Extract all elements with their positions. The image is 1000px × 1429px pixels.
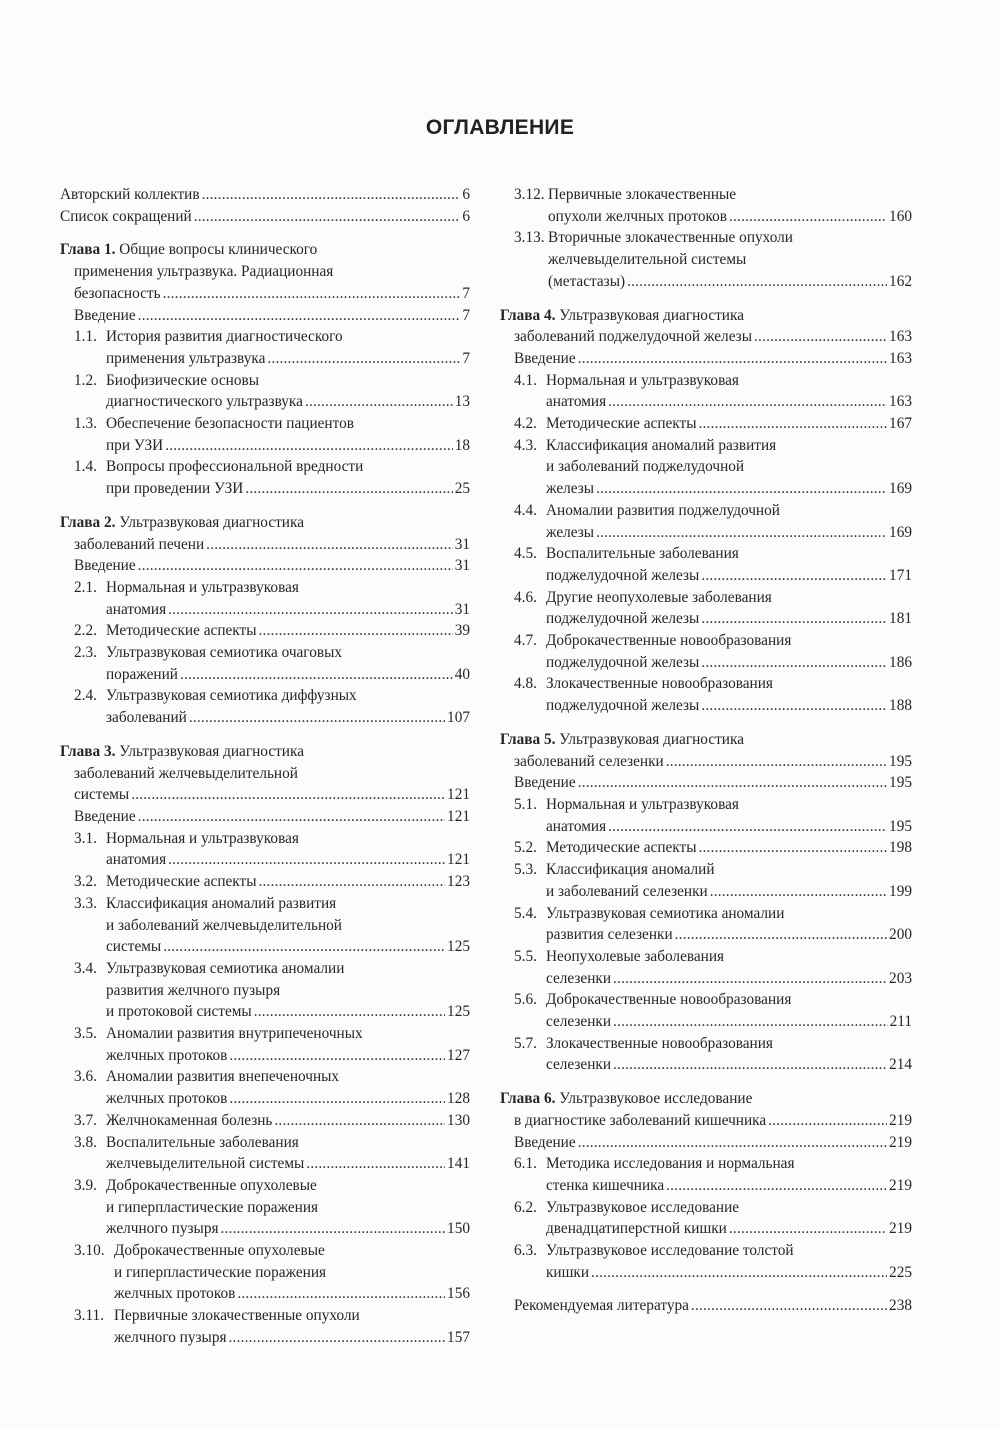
page-number: 156 [447,1285,470,1303]
section-number: 5.2. [514,839,537,857]
section-number: 4.2. [514,415,537,433]
toc-chapter-3[interactable]: Глава 3. Ультразвуковая диагностика заболеваний желчевыделительной системы ..... 121 [60,741,470,806]
section-number: 2.1. [74,578,97,596]
page-number: 195 [889,774,912,792]
page-number: 163 [889,393,912,411]
section-number: 2.2. [74,622,97,640]
toc-section[interactable]: 4.3. Классификация аномалий развития и заболеваний поджелудочной железы ..... 169 [500,435,912,500]
page-number: 123 [447,873,470,891]
page-title: ОГЛАВЛЕНИЕ [425,116,575,139]
section-number: 3.10. [74,1242,105,1260]
section-number: 3.4. [74,959,97,977]
toc-section[interactable]: 3.10. Доброкачественные опухолевые и гиперпластические поражения желчных протоков ..... 156 [60,1240,470,1305]
chapter-label: Глава 4. [500,306,556,324]
toc-chapter-6[interactable]: Глава 6. Ультразвуковое исследование в диагностике заболеваний кишечника ..... 219 [500,1088,912,1131]
section-number: 5.3. [514,861,537,879]
toc-left-column [60,184,470,1349]
toc-entry-introduction[interactable]: Введение ..... 7 [60,305,470,327]
toc-entry-literature[interactable]: Рекомендуемая литература ..... 238 [500,1295,912,1317]
section-number: 1.4. [74,458,97,476]
section-number: 4.6. [514,588,537,606]
toc-section[interactable]: 6.3. Ультразвуковое исследование толстой кишки ..... 225 [500,1240,912,1283]
page-number: 6 [462,186,470,203]
page-number: 225 [889,1263,912,1281]
page-number: 130 [447,1111,470,1129]
page-number: 169 [889,523,912,541]
toc-chapter-4[interactable]: Глава 4. Ультразвуковая диагностика заболеваний поджелудочной железы ..... 163 [500,305,912,348]
page-number: 31 [454,557,470,575]
section-number: 2.4. [74,687,97,705]
toc-section[interactable]: 3.11. Первичные злокачественные опухоли желчного пузыря ..... 157 [60,1305,470,1348]
toc-section[interactable]: 1.1. История развития диагностического применения ультразвука ..... 7 [60,326,470,369]
section-number: 1.3. [74,415,97,433]
toc-section[interactable]: 5.1. Нормальная и ультразвуковая анатомия ..... 195 [500,794,912,837]
toc-section[interactable]: 3.5. Аномалии развития внутрипеченочных желчных протоков ..... 127 [60,1023,470,1066]
toc-section[interactable]: 3.8. Воспалительные заболевания желчевыделительной системы ..... 141 [60,1132,470,1175]
section-number: 4.3. [514,436,537,454]
toc-entry-introduction[interactable]: Введение ..... 163 [500,348,912,370]
toc-section[interactable]: 2.3. Ультразвуковая семиотика очаговых поражений ..... 40 [60,642,470,685]
page-number: 31 [454,600,470,618]
page-number: 163 [889,349,912,367]
toc-section[interactable]: 3.7. Желчнокаменная болезнь ..... 130 [60,1110,470,1132]
toc-entry-introduction[interactable]: Введение ..... 219 [500,1132,912,1154]
page-number: 167 [889,415,912,433]
page-number: 121 [447,786,470,804]
page-number: 18 [454,436,470,454]
toc-chapter-5[interactable]: Глава 5. Ультразвуковая диагностика заболеваний селезенки ..... 195 [500,729,912,772]
toc-section[interactable]: 5.3. Классификация аномалий и заболеваний селезенки ..... 199 [500,859,912,902]
chapter-label: Глава 6. [500,1090,556,1108]
section-number: 2.3. [74,644,97,662]
page-number: 141 [447,1155,470,1173]
toc-section[interactable]: 2.2. Методические аспекты ..... 39 [60,620,470,642]
section-number: 3.3. [74,894,97,912]
toc-entry-introduction[interactable]: Введение ..... 31 [60,555,470,577]
section-number: 6.1. [514,1155,537,1173]
section-number: 6.3. [514,1242,537,1260]
page-number: 127 [447,1046,470,1064]
section-number: 3.6. [74,1068,97,1086]
section-number: 4.1. [514,371,537,389]
page-number: 125 [447,1003,470,1021]
toc-section[interactable]: 6.1. Методика исследования и нормальная стенка кишечника ..... 219 [500,1153,912,1196]
toc-section[interactable]: 5.7. Злокачественные новообразования селезенки ..... 214 [500,1033,912,1076]
page-number: 171 [889,566,912,584]
page-number: 186 [889,653,912,671]
page-number: 13 [454,393,470,411]
toc-section[interactable]: 4.4. Аномалии развития поджелудочной железы ..... 169 [500,500,912,543]
page-number: 219 [889,1176,912,1194]
chapter-label: Глава 3. [60,742,116,760]
toc-section[interactable]: 3.6. Аномалии развития внепеченочных желчных протоков ..... 128 [60,1066,470,1109]
toc-section[interactable]: 5.6. Доброкачественные новообразования селезенки ..... 211 [500,989,912,1032]
toc-section[interactable]: 3.12. Первичные злокачественные опухоли желчных протоков ..... 160 [500,184,912,227]
toc-right-column [500,184,912,1317]
page-number: 181 [889,610,912,628]
page-number: 219 [889,1111,912,1129]
toc-section[interactable]: 3.3. Классификация аномалий развития и заболеваний желчевыделительной системы ..... 125 [60,893,470,958]
section-number: 3.7. [74,1111,97,1129]
toc-chapter-2[interactable]: Глава 2. Ультразвуковая диагностика заболеваний печени ..... 31 [60,512,470,555]
section-number: 4.8. [514,675,537,693]
section-number: 5.6. [514,991,537,1009]
section-number: 1.1. [74,328,97,346]
page-number: 211 [889,1013,912,1031]
page-number: 200 [889,926,912,944]
page-number: 7 [462,306,470,324]
page-number: 31 [454,535,470,553]
toc-entry[interactable]: Авторский коллектив ..... 6 [60,184,470,206]
toc-section[interactable]: 2.1. Нормальная и ультразвуковая анатомия ..... 31 [60,577,470,620]
page-number: 199 [889,882,912,900]
section-number: 3.11. [74,1307,105,1325]
toc-section[interactable]: 3.2. Методические аспекты ..... 123 [60,871,470,893]
toc-section[interactable]: 3.9. Доброкачественные опухолевые и гиперпластические поражения желчного пузыря ..... 150 [60,1175,470,1240]
page-number: 203 [889,969,912,987]
toc-section[interactable]: 1.4. Вопросы профессиональной вредности при проведении УЗИ ..... 25 [60,456,470,499]
page-number: 160 [889,207,912,225]
section-number: 5.5. [514,947,537,965]
chapter-label: Глава 2. [60,513,116,531]
section-number: 3.5. [74,1025,97,1043]
section-number: 5.1. [514,795,537,813]
page-number: 40 [454,665,470,683]
page-number: 121 [447,807,470,825]
toc-section[interactable]: 4.6. Другие неопухолевые заболевания поджелудочной железы ..... 181 [500,587,912,630]
toc-section[interactable]: 4.2. Методические аспекты ..... 167 [500,413,912,435]
page-number: 198 [889,839,912,857]
section-number: 5.4. [514,904,537,922]
section-number: 5.7. [514,1034,537,1052]
section-number: 3.2. [74,873,97,891]
page-number: 219 [889,1220,912,1238]
page-number: 7 [462,349,470,367]
toc-section[interactable]: 4.1. Нормальная и ультразвуковая анатомия ..... 163 [500,370,912,413]
page-number: 163 [889,328,912,346]
page-number: 188 [889,697,912,715]
page-number: 121 [447,851,470,869]
section-number: 3.1. [74,829,97,847]
toc-section[interactable]: 5.2. Методические аспекты ..... 198 [500,837,912,859]
toc-section[interactable]: 5.4. Ультразвуковая семиотика аномалии развития селезенки ..... 200 [500,903,912,946]
page-number: 169 [889,480,912,498]
page-number: 162 [889,272,912,290]
section-number: 3.12. [514,186,545,203]
page-number: 7 [462,284,470,302]
toc-entry[interactable]: Список сокращений ..... 6 [60,206,470,228]
toc-section[interactable]: 6.2. Ультразвуковое исследование двенадцатиперстной кишки ..... 219 [500,1197,912,1240]
chapter-label: Глава 1. [60,241,116,259]
section-number: 6.2. [514,1198,537,1216]
page-number: 195 [889,817,912,835]
page-number: 195 [889,752,912,770]
toc-section[interactable]: 3.4. Ультразвуковая семиотика аномалии развития желчного пузыря и протоковой системы ..... 125 [60,958,470,1023]
toc-section[interactable]: 3.13. Вторичные злокачественные опухоли желчевыделительной системы (метастазы) ..... 162 [500,227,912,292]
page-number: 214 [889,1056,912,1074]
page-number: 238 [889,1297,912,1315]
section-number: 3.8. [74,1133,97,1151]
toc-section[interactable]: 1.2. Биофизические основы диагностического ультразвука ..... 13 [60,370,470,413]
page-number: 157 [447,1328,470,1346]
toc-entry-introduction[interactable]: Введение ..... 121 [60,806,470,828]
toc-section[interactable]: 4.8. Злокачественные новообразования поджелудочной железы ..... 188 [500,673,912,716]
section-number: 4.5. [514,545,537,563]
page-number: 219 [889,1133,912,1151]
toc-section[interactable]: 5.5. Неопухолевые заболевания селезенки ..... 203 [500,946,912,989]
page-number: 125 [447,938,470,956]
page-number: 107 [447,709,470,727]
section-number: 4.4. [514,501,537,519]
section-number: 4.7. [514,632,537,650]
toc-section[interactable]: 2.4. Ультразвуковая семиотика диффузных заболеваний ..... 107 [60,685,470,728]
toc-entry-introduction[interactable]: Введение ..... 195 [500,772,912,794]
page-number: 150 [447,1220,470,1238]
toc-section[interactable]: 4.7. Доброкачественные новообразования поджелудочной железы ..... 186 [500,630,912,673]
toc-section[interactable]: 3.1. Нормальная и ультразвуковая анатомия ..... 121 [60,828,470,871]
toc-section[interactable]: 1.3. Обеспечение безопасности пациентов при УЗИ ..... 18 [60,413,470,456]
section-number: 3.13. [514,229,545,247]
toc-section[interactable]: 4.5. Воспалительные заболевания поджелудочной железы ..... 171 [500,543,912,586]
section-number: 3.9. [74,1176,97,1194]
chapter-label: Глава 5. [500,730,556,748]
page-number: 6 [462,207,470,225]
page-number: 128 [447,1090,470,1108]
page-number: 39 [454,622,470,640]
section-number: 1.2. [74,371,97,389]
page-number: 25 [454,480,470,498]
toc-chapter-1[interactable]: Глава 1. Общие вопросы клинического применения ультразвука. Радиационная безопасность ..... 7 [60,239,470,304]
